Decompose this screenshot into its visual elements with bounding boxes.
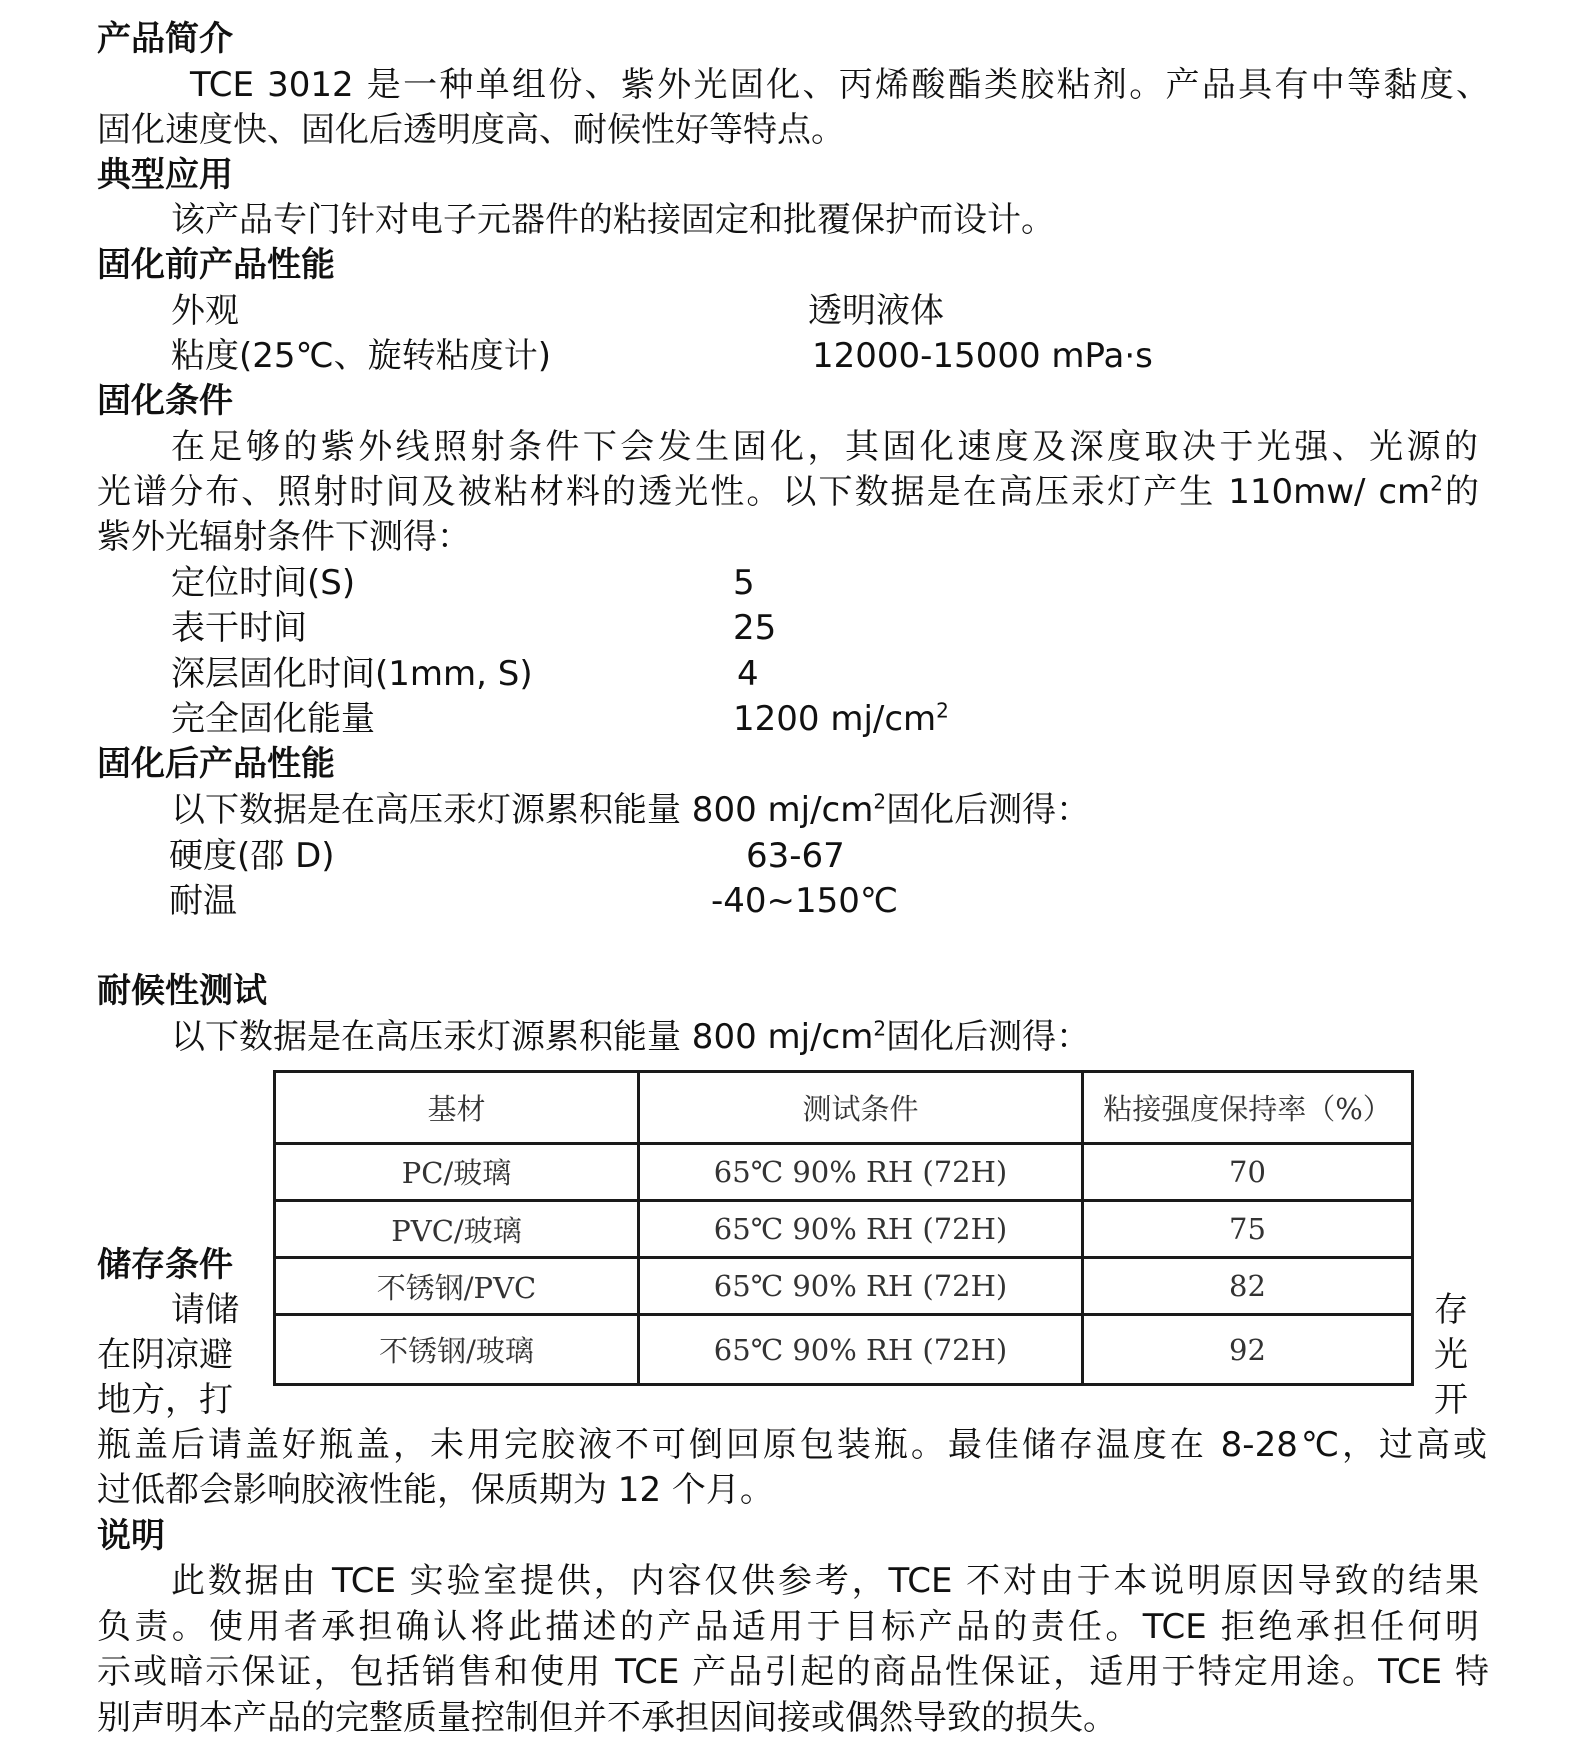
post-cure-label-hardness: 硬度(邵 D) [169,836,335,876]
weathering-table [273,1070,1414,1386]
post-cure-note: 以下数据是在高压汞灯源累积能量 800 $mj/cm^2$固化后测得： [171,789,1091,830]
storage-left-line-3: 地方，打 [97,1380,233,1420]
table-cell-condition: 65℃ 90% RH (72H) [639,1143,1083,1200]
storage-line-4: 瓶盖后请盖好瓶盖，未用完胶液不可倒回原包装瓶。最佳储存温度在 8-28℃，过高或 [97,1425,1487,1465]
notes-line-2: 负责。使用者承担确认将此描述的产品适用于目标产品的责任。TCE 拒绝承担任何明 [97,1607,1479,1647]
heading-storage: 储存条件 [97,1245,233,1285]
pre-cure-label-viscosity: 粘度(25℃、旋转粘度计) [171,336,551,376]
table-cell-retention: 92 [1083,1315,1413,1385]
cure-label-deep-cure-time: 深层固化时间(1mm, S) [171,654,533,694]
table-cell-substrate: 不锈钢/PVC [275,1258,639,1315]
table-cell-retention: 82 [1083,1258,1413,1315]
storage-right-line-3: 开 [1434,1380,1468,1420]
table-row [275,1258,1413,1315]
table-cell-condition: 65℃ 90% RH (72H) [639,1315,1083,1385]
table-cell-condition: 65℃ 90% RH (72H) [639,1258,1083,1315]
table-cell-substrate: PVC/玻璃 [275,1200,639,1257]
cure-value-deep-cure-time: 4 [737,654,759,694]
pre-cure-value-viscosity: 12000-15000 mPa·s [812,336,1153,376]
heading-intro: 产品简介 [97,19,233,59]
heading-pre-cure: 固化前产品性能 [97,245,335,285]
cure-conditions-line-1: 在足够的紫外线照射条件下会发生固化，其固化速度及深度取决于光强、光源的 [171,427,1478,467]
table-header-row [275,1072,1413,1144]
post-cure-label-temperature: 耐温 [169,881,237,921]
cure-value-full-cure-energy: 1200 $mj/cm^2$ [733,698,949,739]
pre-cure-label-appearance: 外观 [171,291,239,331]
post-cure-value-temperature: -40~150℃ [711,881,899,921]
cure-label-positioning-time: 定位时间(S) [171,563,356,603]
table-header-substrate: 基材 [275,1072,639,1144]
heading-notes: 说明 [97,1516,165,1556]
cure-value-positioning-time: 5 [733,563,755,603]
heading-weathering: 耐候性测试 [97,971,267,1011]
storage-line-5: 过低都会影响胶液性能，保质期为 12 个月。 [97,1470,774,1510]
notes-line-4: 别声明本产品的完整质量控制但并不承担因间接或偶然导致的损失。 [97,1698,1117,1738]
weathering-note: 以下数据是在高压汞灯源累积能量 800 $mj/cm^2$固化后测得： [171,1016,1091,1057]
cure-conditions-line-3: 紫外光辐射条件下测得： [97,517,471,557]
cure-value-surface-dry-time: 25 [733,608,777,648]
post-cure-value-hardness: 63-67 [746,836,845,876]
storage-right-line-1: 存 [1434,1290,1468,1330]
cure-label-full-cure-energy: 完全固化能量 [171,699,375,739]
table-header-retention: 粘接强度保持率（%） [1083,1072,1413,1144]
storage-left-line-2: 在阴凉避 [97,1335,233,1375]
table-row [275,1200,1413,1257]
intro-line-1: TCE 3012 是一种单组份、紫外光固化、丙烯酸酯类胶粘剂。产品具有中等黏度、 [190,65,1490,105]
table-header-test-condition: 测试条件 [639,1072,1083,1144]
storage-right-line-2: 光 [1434,1335,1468,1375]
heading-post-cure: 固化后产品性能 [97,744,335,784]
pre-cure-value-appearance: 透明液体 [808,291,944,331]
heading-application: 典型应用 [97,155,233,195]
intro-line-2: 固化速度快、固化后透明度高、耐候性好等特点。 [97,110,845,150]
table-cell-retention: 70 [1083,1143,1413,1200]
application-line-1: 该产品专门针对电子元器件的粘接固定和批覆保护而设计。 [171,200,1055,240]
table-cell-retention: 75 [1083,1200,1413,1257]
cure-conditions-line-2: 光谱分布、照射时间及被粘材料的透光性。以下数据是在高压汞灯产生 110mw/ $cm^2$的 [97,471,1479,512]
table-cell-substrate: 不锈钢/玻璃 [275,1315,639,1385]
storage-left-line-1: 请储 [171,1290,239,1330]
table-cell-substrate: PC/玻璃 [275,1143,639,1200]
cure-label-surface-dry-time: 表干时间 [171,608,307,648]
heading-cure-conditions: 固化条件 [97,381,233,421]
table-cell-condition: 65℃ 90% RH (72H) [639,1200,1083,1257]
table-row [275,1315,1413,1385]
notes-line-3: 示或暗示保证，包括销售和使用 TCE 产品引起的商品性保证，适用于特定用途。TCE 特 [97,1652,1489,1692]
notes-line-1: 此数据由 TCE 实验室提供，内容仅供参考，TCE 不对由于本说明原因导致的结果 [171,1561,1479,1601]
table-row [275,1143,1413,1200]
